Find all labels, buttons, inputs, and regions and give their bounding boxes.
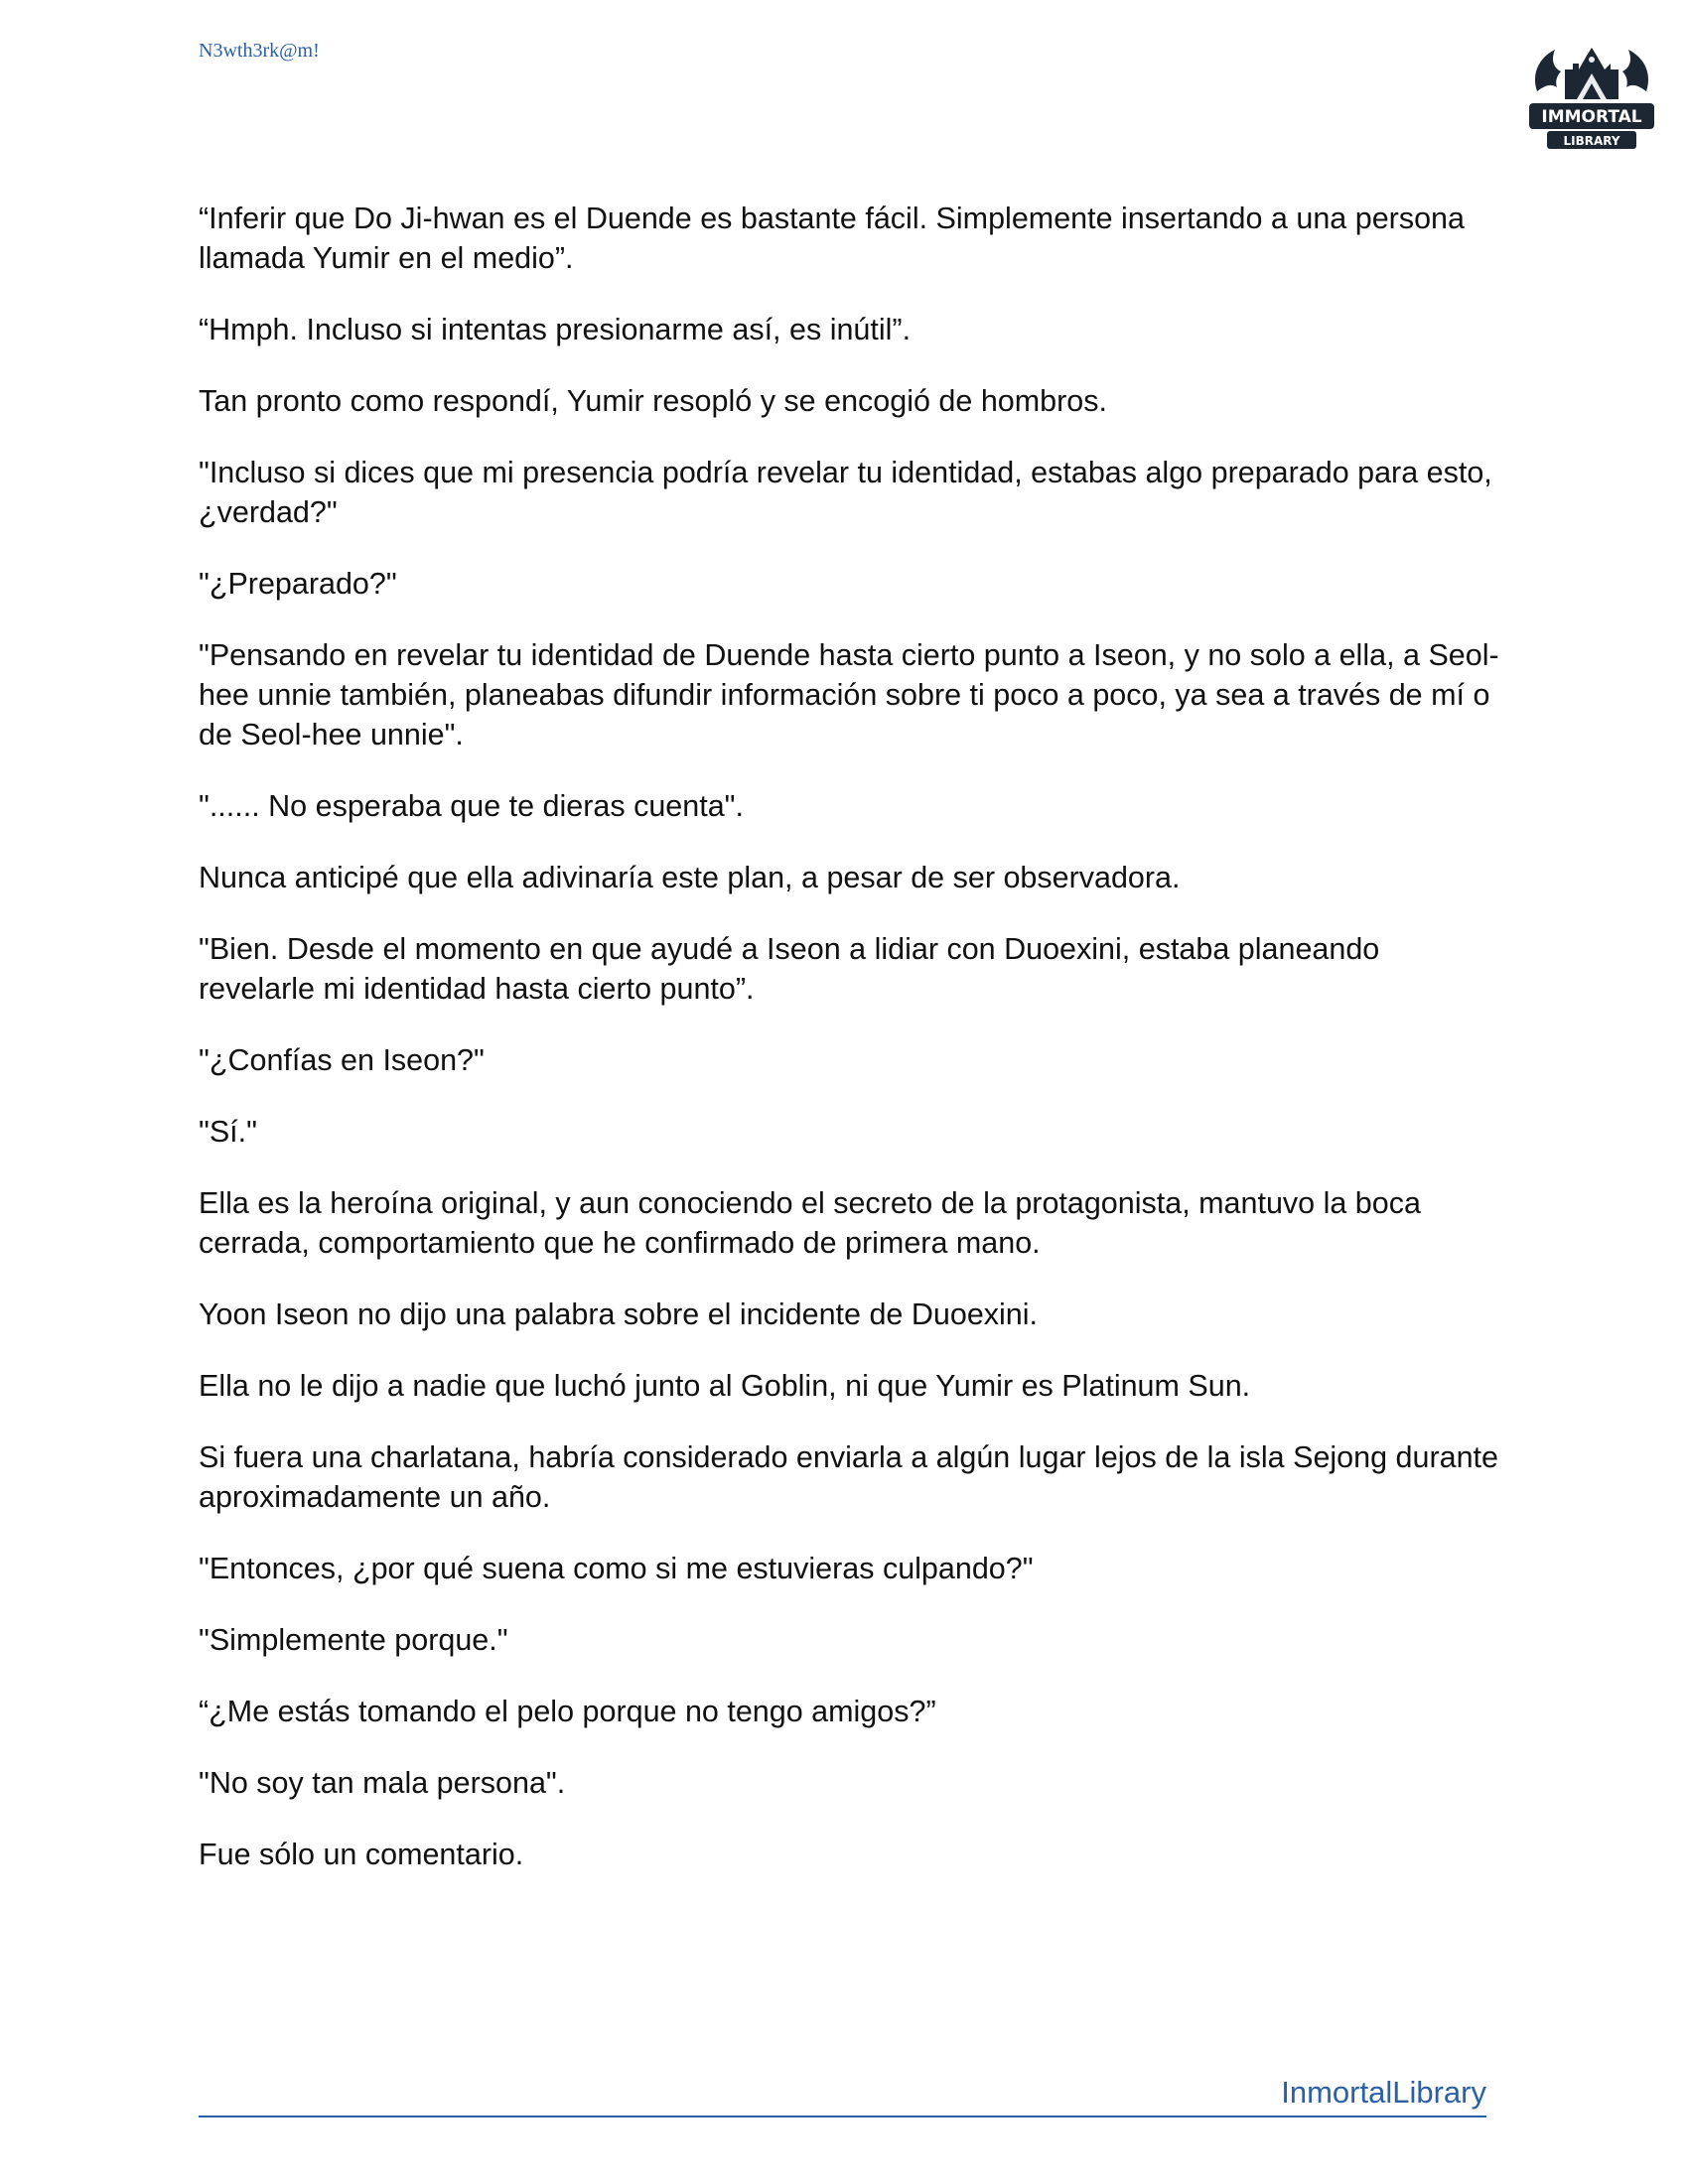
paragraph: "¿Preparado?" <box>199 567 397 601</box>
paragraph: "Sí." <box>199 1115 257 1149</box>
paragraph: "Entonces, ¿por qué suena como si me estuvieras culpando?" <box>199 1552 1034 1585</box>
immortal-library-logo-icon <box>1517 30 1666 169</box>
watermark-text: N3wth3rk@m! <box>199 40 320 62</box>
paragraph: Tan pronto como respondí, Yumir resopló y se encogió de hombros. <box>199 384 1107 418</box>
footer-divider <box>199 2116 1486 2117</box>
paragraph: "Simplemente porque." <box>199 1623 508 1657</box>
paragraph: "Bien. Desde el momento en que ayudé a Iseon a lidiar con Duoexini, estaba planeando revelarle mi identidad hasta cierto punto”. <box>199 932 1380 1006</box>
paragraph: "...... No esperaba que te dieras cuenta". <box>199 789 744 823</box>
paragraph: Yoon Iseon no dijo una palabra sobre el incidente de Duoexini. <box>199 1297 1039 1331</box>
paragraph: "Pensando en revelar tu identidad de Duende hasta cierto punto a Iseon, y no solo a ella, a Seol-hee unnie también, planeabas difundir información sobre ti poco a poco, ya sea a través de mí o de Seol-hee unnie". <box>199 638 1499 751</box>
paragraph: "No soy tan mala persona". <box>199 1766 566 1800</box>
paragraph: “Inferir que Do Ji-hwan es el Duende es bastante fácil. Simplemente insertando a una persona llamada Yumir en el medio”. <box>199 202 1465 275</box>
paragraph: Nunca anticipé que ella adivinaría este plan, a pesar de ser observadora. <box>199 861 1181 894</box>
paragraph: "¿Confías en Iseon?" <box>199 1043 485 1077</box>
paragraph: Fue sólo un comentario. <box>199 1838 524 1871</box>
document-body <box>199 199 1499 1906</box>
logo-text-bottom: LIBRARY <box>1563 134 1620 148</box>
right-dragon-icon <box>1622 50 1648 91</box>
paragraph: Ella es la heroína original, y aun conociendo el secreto de la protagonista, mantuvo la boca cerrada, comportamiento que he confirmado de primera mano. <box>199 1186 1421 1260</box>
paragraph: Si fuera una charlatana, habría considerado enviarla a algún lugar lejos de la isla Sejong durante aproximadamente un año. <box>199 1440 1498 1514</box>
left-dragon-icon <box>1535 50 1561 91</box>
footer-library-link[interactable]: InmortalLibrary <box>1281 2075 1486 2110</box>
paragraph: “¿Me estás tomando el pelo porque no tengo amigos?” <box>199 1695 936 1728</box>
paragraph: Ella no le dijo a nadie que luchó junto al Goblin, ni que Yumir es Platinum Sun. <box>199 1369 1251 1403</box>
paragraph: “Hmph. Incluso si intentas presionarme así, es inútil”. <box>199 313 912 346</box>
logo-text-top: IMMORTAL <box>1541 107 1642 127</box>
paragraph: "Incluso si dices que mi presencia podría revelar tu identidad, estabas algo preparado para esto, ¿verdad?" <box>199 456 1492 529</box>
